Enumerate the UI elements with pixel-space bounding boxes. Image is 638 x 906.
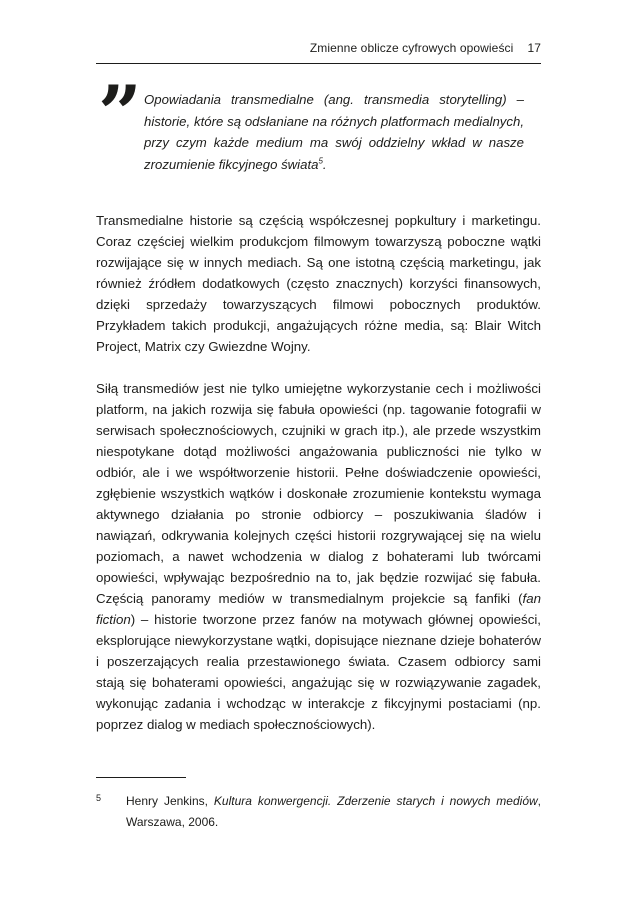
footnote-text xyxy=(126,791,541,833)
quote-mark-icon: ” xyxy=(98,69,142,158)
page-number: 17 xyxy=(527,41,541,55)
footnote-title: Kultura konwergencji. Zderzenie starych i nowych mediów xyxy=(213,794,538,808)
footnote-reference[interactable]: 5 xyxy=(318,156,323,166)
quote-end: . xyxy=(322,156,327,172)
footnote xyxy=(96,791,541,833)
paragraph: Transmedialne historie są częścią współczesnej popkultury i marketingu. Coraz częściej wielkim produkcjom filmowym towarzyszą poboczne wątki rozwijające się w innych mediach. Są one istotną częścią marketingu, jak również źródłem dodatkowych (często znacznych) korzyści finansowych, dzięki sprzedaży towarzyszących filmowi pobocznych produktów. Przykładem takich produkcji, angażujących różne media, są: Blair Witch Project, Matrix czy Gwiezdne Wojny. xyxy=(96,213,541,354)
paragraph-text: Siłą transmediów jest nie tylko umiejętne wykorzystanie cech i możliwości platform, na jakich rozwija się fabuła opowieści (np. tagowanie fotografii w serwisach społecznościowych, czujniki w grach itp.), ale przede wszystkim niespotykane dotąd możliwości angażowania publiczności nie tylko w odbiór, ale i we współtworzenie historii. Pełne doświadczenie opowieści, zgłębienie wszystkich wątków i doskonałe zrozumienie kontekstu wymaga aktywnego działania po stronie odbiorcy – poszukiwania śladów i nawiązań, odkrywania kolejnych części historii rozgrywającej się na wielu poziomach, a nawet wchodzenia w dialog z bohaterami lub twórcami opowieści, wpływając bezpośrednio na to, jak będzie rozwijać się fabuła. Częścią panoramy mediów w transmedialnym projekcie są fanfiki ( xyxy=(96,381,541,606)
footnote-rest: , Warszawa, 2006. xyxy=(126,794,541,829)
running-title: Zmienne oblicze cyfrowych opowieści xyxy=(309,41,514,55)
quote-text: Opowiadania transmedialne (ang. transmedia storytelling) – historie, które są odsłaniane na różnych platformach medialnych, przy czym każde medium ma swój oddzielny wkład w nasze zrozumienie fikcyjnego świata xyxy=(144,92,524,172)
paragraph-text: ) – historie tworzone przez fanów na motywach głównej opowieści, eksplorujące niewykorzystane wątki, dopisujące nieznane dzieje bohaterów i poszerzających realia przestawionego świata. Czasem odbiorcy sami stają się bohaterami opowieści, angażując się w rozwiązywanie zagadek, wykonując zadania i wchodząc w interakcje z fikcyjnymi postaciami (np. poprzez dialog w mediach społecznościowych). xyxy=(96,612,541,732)
paragraph xyxy=(96,378,541,735)
footnote-rule xyxy=(96,777,186,778)
body-text xyxy=(96,210,541,735)
footnote-number: 5 xyxy=(96,793,102,803)
running-header xyxy=(96,41,541,55)
italic-term: fan fiction xyxy=(96,591,541,627)
definition-quote xyxy=(144,89,524,175)
header-rule xyxy=(96,63,541,64)
footnote-author: Henry Jenkins, xyxy=(126,794,214,808)
